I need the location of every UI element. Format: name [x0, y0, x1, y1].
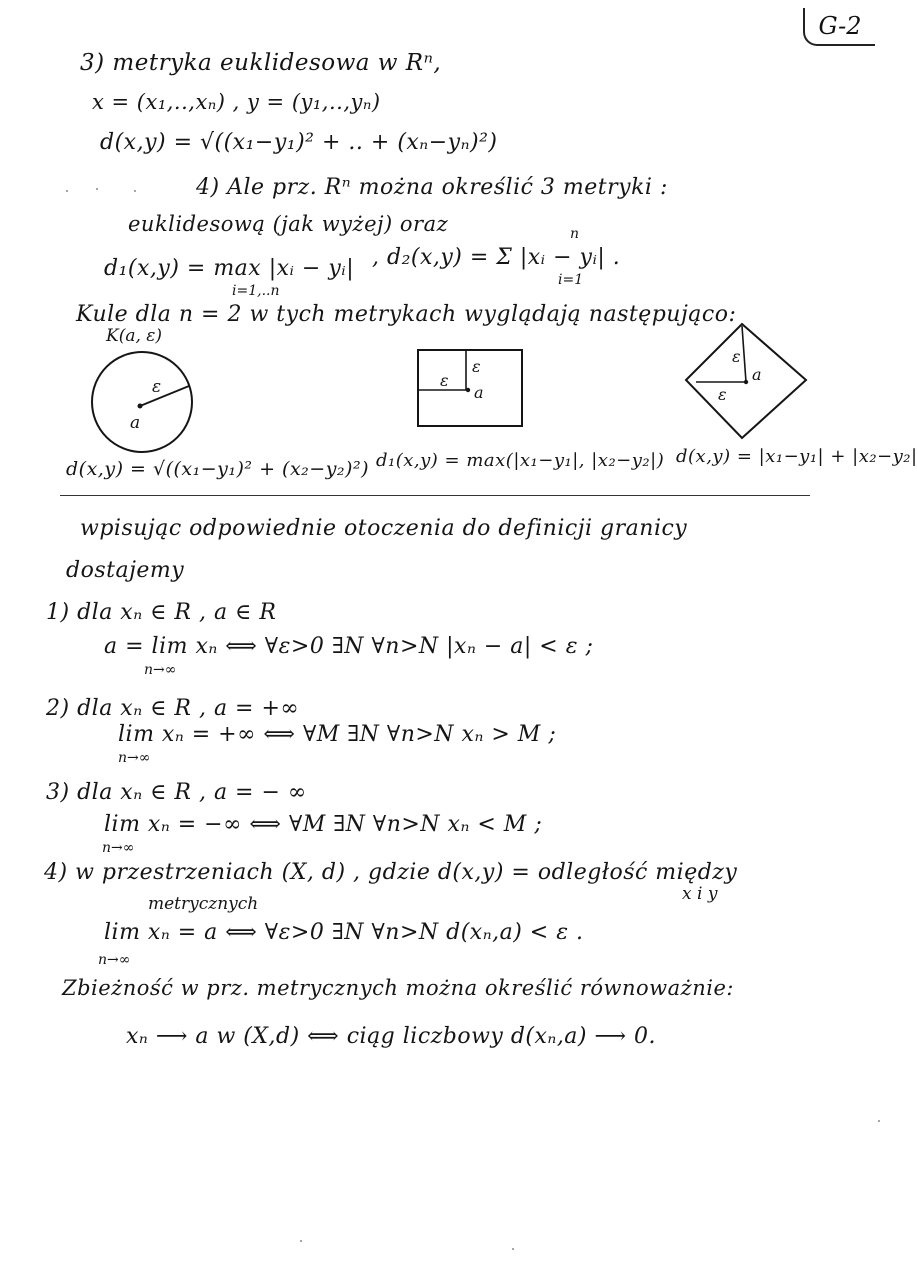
item4-subtitle: euklidesową (jak wyżej) oraz [128, 212, 449, 236]
convergence-equivalence: xₙ ⟶ a w (X,d) ⟺ ciąg liczbowy d(xₙ,a) ⟶ 0. [126, 1024, 657, 1049]
item4-d2-formula: , d₂(x,y) = Σ |xᵢ − yᵢ| . [372, 245, 621, 270]
ball-notation: K(a, ε) [106, 326, 163, 346]
item4-d1-subscript: i=1,..n [232, 283, 280, 299]
def2-formula: lim xₙ = +∞ ⟺ ∀M ∃N ∀n>N xₙ > M ; [118, 722, 557, 747]
item3-vectors: x = (x₁,..,xₙ) , y = (y₁,..,yₙ) [92, 90, 381, 114]
limits-heading-line1: wpisując odpowiednie otoczenia do definicji granicy [80, 516, 688, 541]
ink-speck [66, 190, 68, 192]
ink-speck [878, 1120, 880, 1122]
balls-intro: Kule dla n = 2 w tych metrykach wyglądają następująco: [76, 302, 737, 327]
ink-speck [134, 190, 136, 192]
fig2-a: a [474, 383, 484, 402]
ink-speck [96, 188, 98, 190]
fig1-caption: d(x,y) = √((x₁−y₁)² + (x₂−y₂)²) [66, 458, 369, 480]
fig3-a: a [752, 365, 762, 384]
fig3-eps-vertical: ε [732, 347, 741, 366]
diamond-center [744, 380, 748, 384]
def2-condition: 2) dla xₙ ∈ R , a = +∞ [46, 696, 300, 721]
fig1-eps: ε [152, 377, 162, 397]
convergence-statement: Zbieżność w prz. metrycznych można określić równoważnie: [62, 976, 734, 1000]
ball-circle [92, 352, 192, 452]
def1-formula: a = lim xₙ ⟺ ∀ε>0 ∃N ∀n>N |xₙ − a| < ε ; [104, 634, 594, 659]
limits-heading-line2: dostajemy [66, 558, 185, 583]
item4-d1-formula: d₁(x,y) = max |xᵢ − yᵢ| [104, 256, 355, 281]
max-ball-figure [414, 346, 526, 430]
fig2-eps-horizontal: ε [440, 371, 449, 390]
ink-speck [512, 1248, 514, 1250]
def3-limit-subscript: n→∞ [102, 840, 135, 856]
def4-formula: lim xₙ = a ⟺ ∀ε>0 ∃N ∀n>N d(xₙ,a) < ε . [104, 920, 584, 945]
def3-condition: 3) dla xₙ ∈ R , a = − ∞ [46, 780, 307, 805]
def3-formula: lim xₙ = −∞ ⟺ ∀M ∃N ∀n>N xₙ < M ; [104, 812, 543, 837]
square-center [466, 388, 470, 392]
ball-radius [140, 386, 189, 406]
def1-limit-subscript: n→∞ [144, 662, 177, 678]
def4-under-xy: x i y [682, 884, 718, 904]
diamond-vertical-radius [742, 326, 746, 382]
euclid-ball-figure [86, 348, 198, 460]
def4-limit-subscript: n→∞ [98, 952, 131, 968]
ball-square [418, 350, 522, 426]
fig2-caption: d₁(x,y) = max(|x₁−y₁|, |x₂−y₂|) [376, 450, 665, 471]
def2-limit-subscript: n→∞ [118, 750, 151, 766]
page-tag: G-2 [803, 8, 875, 46]
def1-condition: 1) dla xₙ ∈ R , a ∈ R [46, 600, 277, 625]
def4-condition: 4) w przestrzeniach (X, d) , gdzie d(x,y) = odległość między [44, 860, 738, 885]
item3-euclid-formula: d(x,y) = √((x₁−y₁)² + .. + (xₙ−yₙ)²) [100, 130, 498, 155]
taxicab-ball-figure [682, 320, 812, 442]
fig3-eps-horizontal: ε [718, 385, 727, 404]
section-divider [60, 495, 810, 496]
ink-speck [300, 1240, 302, 1242]
fig1-a: a [130, 413, 141, 433]
fig3-caption: d(x,y) = |x₁−y₁| + |x₂−y₂| [676, 446, 918, 467]
item3-title: 3) metryka euklidesowa w Rⁿ, [80, 50, 442, 76]
item4-title: 4) Ale prz. Rⁿ można określić 3 metryki : [196, 175, 668, 200]
fig2-eps-vertical: ε [472, 357, 481, 376]
item4-d2-subscript: i=1 [558, 272, 584, 288]
item4-d2-superscript: n [570, 226, 580, 242]
def4-under-metric: metrycznych [148, 894, 259, 914]
